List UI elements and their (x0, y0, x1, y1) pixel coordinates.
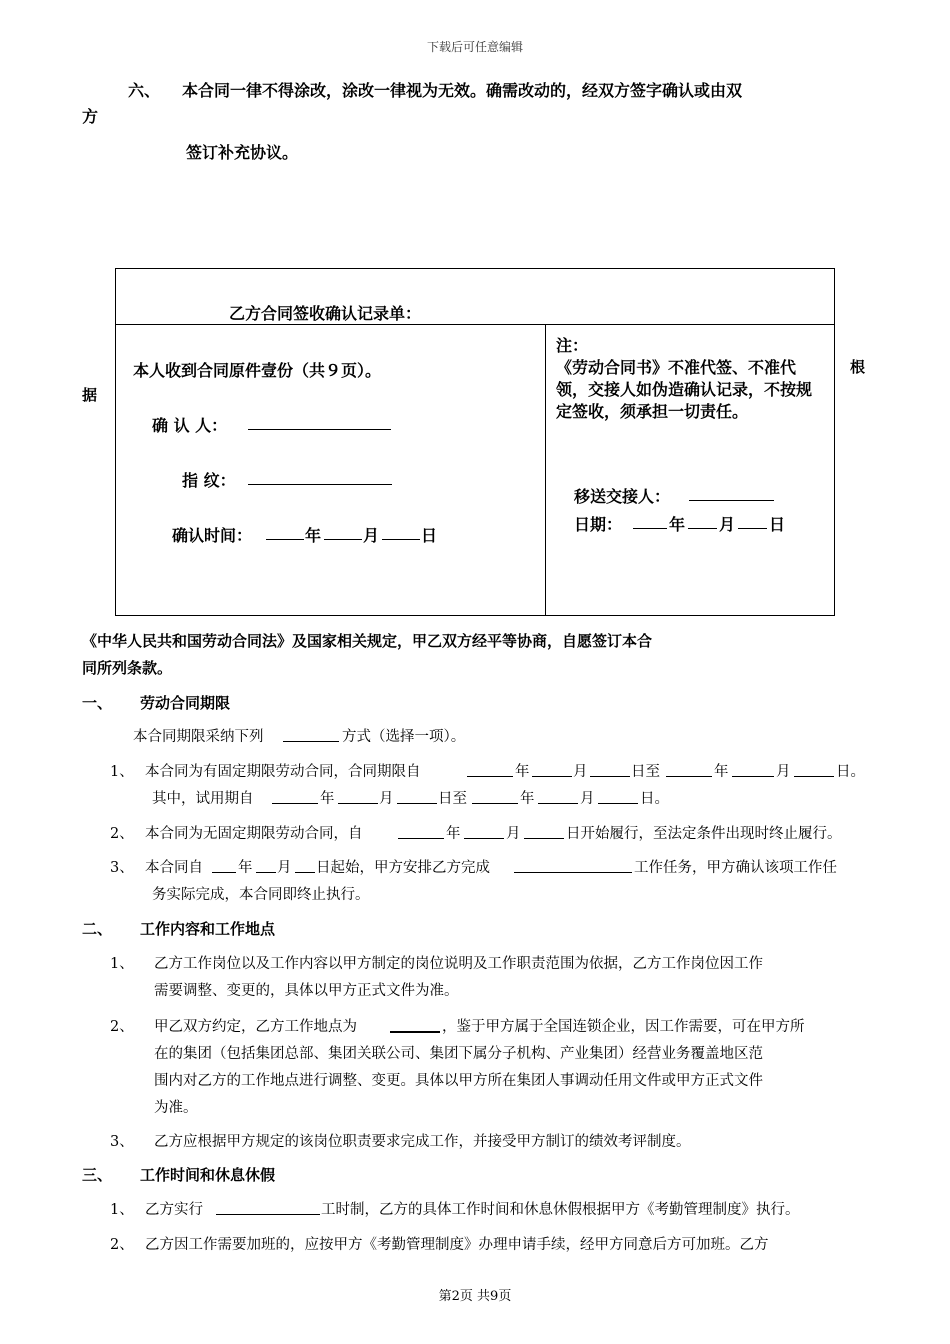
sec1-item1-b: 年 (515, 764, 530, 780)
sec2-item2-num: 2、 (110, 1019, 134, 1035)
sec2-item2-line4: 为准。 (154, 1100, 198, 1116)
sec1-item1-i: 年 (320, 791, 335, 807)
sec1-item1-e: 年 (714, 764, 729, 780)
sec3-item1-num: 1、 (110, 1202, 134, 1218)
sec1-title: 劳动合同期限 (140, 694, 231, 712)
open-start-day[interactable] (524, 824, 564, 839)
task-start-month[interactable] (256, 858, 276, 873)
sec3-item2-line1: 乙方因工作需要加班的，应按甲方《考勤管理制度》办理申请手续，经甲方同意后方可加班。乙方 (145, 1237, 769, 1253)
sec2-item1-line2: 需要调整、变更的，具体以甲方正式文件为准。 (154, 983, 459, 999)
sec2-item2-line1b: ，鉴于甲方属于全国连锁企业，因工作需要，可在甲方所 (442, 1019, 805, 1035)
sec1-item3-a: 本合同自 (145, 860, 203, 876)
sec2-item3-num: 3、 (110, 1134, 134, 1150)
sec1-item1-h: 其中，试用期自 (152, 791, 254, 807)
sec1-item3-f: 务实际完成，本合同即终止执行。 (152, 887, 370, 903)
confirm-month-label: 月 (363, 526, 380, 545)
sec3-item1-a: 乙方实行 (145, 1202, 203, 1218)
sec1-item1-n: 日。 (640, 791, 669, 807)
sec2-item1-line1: 乙方工作岗位以及工作内容以甲方制定的岗位说明及工作职责范围为依据，乙方工作岗位因工作 (154, 956, 763, 972)
fingerprint-label: 指 纹： (182, 471, 236, 490)
trial-start-month[interactable] (338, 789, 378, 804)
confirm-year-label: 年 (305, 526, 322, 545)
sec2-item2-line1a: 甲乙双方约定，乙方工作地点为 (154, 1019, 357, 1035)
date-label: 日期： (574, 515, 623, 534)
transfer-month-label: 月 (719, 515, 736, 534)
open-start-month[interactable] (464, 824, 504, 839)
transfer-year-blank[interactable] (633, 514, 667, 529)
sec1-item1-f: 月 (776, 764, 791, 780)
sec1-item2-c: 月 (506, 826, 521, 842)
confirmer-blank[interactable] (248, 415, 391, 430)
transfer-blank[interactable] (689, 486, 774, 501)
sec1-item3-c: 月 (277, 860, 292, 876)
page-footer: 第2页 共9页 (438, 1289, 512, 1304)
sec3-number: 三、 (82, 1166, 113, 1184)
sec1-item3-e: 工作任务，甲方确认该项工作任 (634, 860, 837, 876)
task-start-day[interactable] (295, 858, 315, 873)
sec2-item2-line3: 围内对乙方的工作地点进行调整、变更。具体以甲方所在集团人事调动任用文件或甲方正式文件 (154, 1073, 763, 1089)
fixed-end-day[interactable] (794, 762, 834, 777)
sec2-item1-num: 1、 (110, 956, 134, 972)
work-location-blank[interactable] (390, 1017, 440, 1033)
confirm-day-label: 日 (421, 526, 438, 545)
sec1-item3-num: 3、 (110, 860, 134, 876)
side-char-right: 根 (850, 358, 866, 376)
sec1-lead-blank[interactable] (283, 727, 339, 742)
receipt-table (115, 268, 835, 616)
sec2-item3-line1: 乙方应根据甲方规定的该岗位职责要求完成工作，并接受甲方制订的绩效考评制度。 (154, 1134, 691, 1150)
side-char-left: 据 (82, 386, 98, 404)
trial-end-month[interactable] (538, 789, 578, 804)
sec1-item1-k: 日至 (438, 791, 467, 807)
confirmer-label: 确 认 人： (152, 416, 228, 435)
sec1-item1-m: 月 (580, 791, 595, 807)
confirm-day-blank[interactable] (382, 525, 420, 540)
trial-end-year[interactable] (472, 789, 518, 804)
sec1-item2-a: 本合同为无固定期限劳动合同，自 (145, 826, 363, 842)
confirm-month-blank[interactable] (324, 525, 362, 540)
sec1-item1-d: 日至 (631, 764, 660, 780)
fingerprint-blank[interactable] (248, 470, 392, 485)
intro-line1: 《中华人民共和国劳动合同法》及国家相关规定，甲乙双方经平等协商，自愿签订本合 (82, 632, 653, 650)
clause-6-number: 六、 (128, 81, 161, 100)
trial-start-year[interactable] (272, 789, 318, 804)
sec3-item1-b: 工时制，乙方的具体工作时间和休息休假根据甲方《考勤管理制度》执行。 (321, 1202, 800, 1218)
sec1-item1-num: 1、 (110, 764, 134, 780)
task-start-year[interactable] (212, 858, 236, 873)
sec1-lead-a: 本合同期限采纳下列 (133, 729, 264, 745)
receipt-title: 乙方合同签收确认记录单： (229, 304, 422, 323)
trial-end-day[interactable] (598, 789, 638, 804)
sec2-number: 二、 (82, 920, 113, 938)
transfer-day-label: 日 (769, 515, 786, 534)
sec3-title: 工作时间和休息休假 (140, 1166, 276, 1184)
task-description-blank[interactable] (514, 858, 632, 873)
sec1-item1-g: 日。 (836, 764, 865, 780)
fixed-end-month[interactable] (732, 762, 774, 777)
fixed-end-year[interactable] (666, 762, 712, 777)
sec1-lead-b: 方式（选择一项）。 (342, 729, 466, 745)
confirm-year-blank[interactable] (266, 525, 304, 540)
sec1-item1-a: 本合同为有固定期限劳动合同，合同期限自 (145, 764, 421, 780)
trial-start-day[interactable] (397, 789, 437, 804)
receipt-divider-h (116, 324, 834, 325)
sec1-item1-l: 年 (520, 791, 535, 807)
note-title: 注： (556, 336, 589, 355)
transfer-month-blank[interactable] (688, 514, 717, 529)
sec2-title: 工作内容和工作地点 (140, 920, 276, 938)
sec1-item3-b: 年 (238, 860, 253, 876)
sec1-number: 一、 (82, 694, 113, 712)
clause-6-line3: 签订补充协议。 (186, 143, 299, 162)
receipt-received-text: 本人收到合同原件壹份（共９页）。 (133, 361, 382, 380)
open-start-year[interactable] (398, 824, 444, 839)
sec1-item1-c: 月 (573, 764, 588, 780)
page-header: 下载后可任意编辑 (426, 40, 523, 54)
confirm-time-label: 确认时间： (172, 526, 253, 545)
sec1-item2-b: 年 (446, 826, 461, 842)
sec1-item2-num: 2、 (110, 826, 134, 842)
work-hour-system-blank[interactable] (216, 1200, 320, 1215)
transfer-day-blank[interactable] (738, 514, 767, 529)
transfer-label: 移送交接人： (574, 487, 671, 506)
clause-6-line2: 方 (82, 107, 99, 126)
fixed-start-year[interactable] (467, 762, 513, 777)
intro-line2: 同所列条款。 (82, 659, 173, 677)
transfer-year-label: 年 (669, 515, 686, 534)
receipt-divider-v (545, 324, 546, 616)
fixed-start-day[interactable] (590, 762, 630, 777)
sec1-item1-j: 月 (379, 791, 394, 807)
fixed-start-month[interactable] (532, 762, 572, 777)
sec3-item2-num: 2、 (110, 1237, 134, 1253)
clause-6-line1: 本合同一律不得涂改，涂改一律视为无效。确需改动的，经双方签字确认或由双 (182, 81, 743, 100)
sec1-item3-d: 日起始，甲方安排乙方完成 (316, 860, 490, 876)
sec2-item2-line2: 在的集团（包括集团总部、集团关联公司、集团下属分子机构、产业集团）经营业务覆盖地区范 (154, 1046, 763, 1062)
note-body: 《劳动合同书》不准代签、不准代领，交接人如伪造确认记录，不按规定签收，须承担一切责任。 (556, 358, 813, 421)
sec1-item2-d: 日开始履行，至法定条件出现时终止履行。 (566, 826, 842, 842)
